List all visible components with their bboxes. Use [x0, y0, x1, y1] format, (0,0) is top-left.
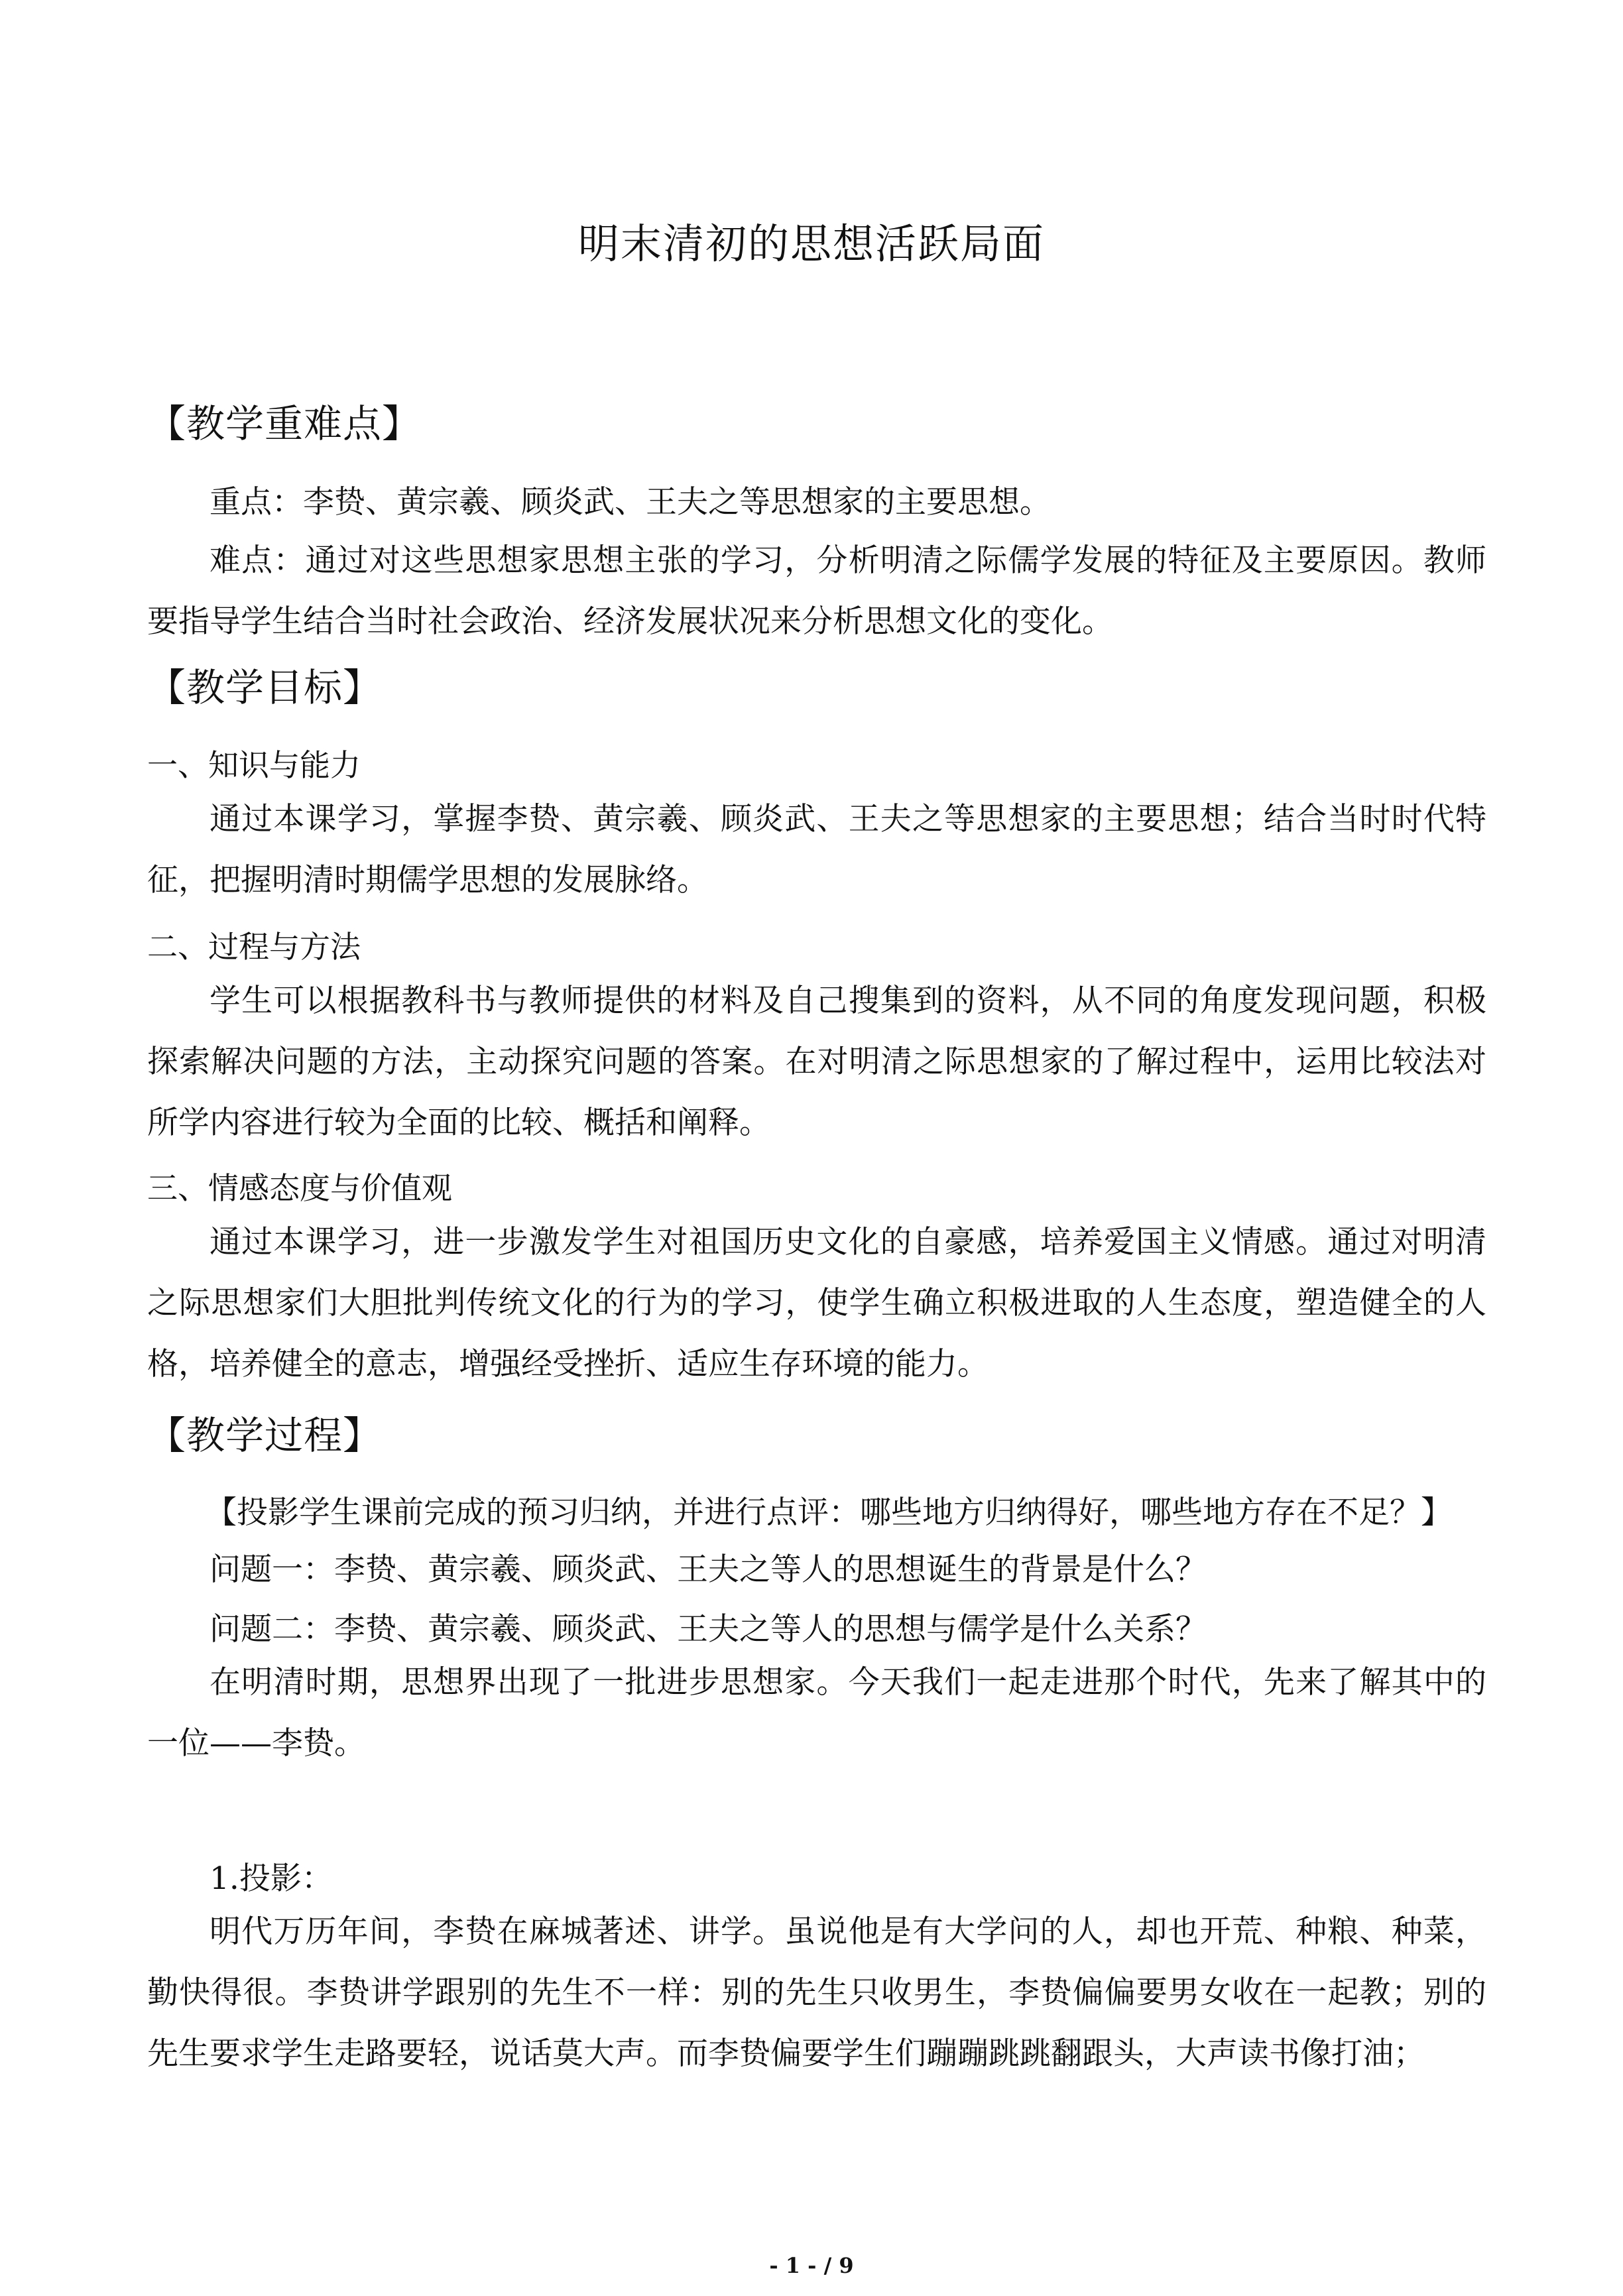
question-2: 问题二：李贽、黄宗羲、顾炎武、王夫之等人的思想与儒学是什么关系？ — [210, 1611, 1207, 1648]
objective-paragraph-1: 通过本课学习，掌握李贽、黄宗羲、顾炎武、王夫之等思想家的主要思想；结合当时时代特征，把握明清时期儒学思想的发展脉络。 — [147, 801, 1486, 898]
page-title: 明末清初的思想活跃局面 — [577, 219, 1045, 268]
section-heading-objectives: 【教学目标】 — [147, 665, 383, 710]
projection-note: 【投影学生课前完成的预习归纳，并进行点评：哪些地方归纳得好，哪些地方存在不足？】 — [206, 1494, 1452, 1531]
intro-paragraph: 在明清时期，思想界出现了一批进步思想家。今天我们一起走进那个时代，先来了解其中的一位——李贽。 — [147, 1664, 1486, 1762]
item-1-label: 1.投影： — [210, 1860, 333, 1897]
page-number: - 1 - / 9 — [769, 2253, 854, 2278]
objective-heading-2: 二、过程与方法 — [147, 929, 361, 965]
item-1-paragraph: 明代万历年间，李贽在麻城著述、讲学。虽说他是有大学问的人，却也开荒、种粮、种菜，勤快得很。李贽讲学跟别的先生不一样：别的先生只收男生，李贽偏偏要男女收在一起教；别的先生要求学生走路要轻，说话莫大声。而李贽偏要学生们蹦蹦跳跳翻跟头，大声读书像打油； — [147, 1913, 1486, 2072]
focus-paragraph: 重点：李贽、黄宗羲、顾炎武、王夫之等思想家的主要思想。 — [210, 484, 1051, 520]
question-1: 问题一：李贽、黄宗羲、顾炎武、王夫之等人的思想诞生的背景是什么？ — [210, 1551, 1207, 1588]
objective-heading-3: 三、情感态度与价值观 — [147, 1170, 452, 1206]
objective-paragraph-2: 学生可以根据教科书与教师提供的材料及自己搜集到的资料，从不同的角度发现问题，积极探索解决问题的方法，主动探究问题的答案。在对明清之际思想家的了解过程中，运用比较法对所学内容进行较为全面的比较、概括和阐释。 — [147, 983, 1486, 1141]
section-heading-process: 【教学过程】 — [147, 1413, 383, 1458]
difficulty-paragraph: 难点：通过对这些思想家思想主张的学习，分析明清之际儒学发展的特征及主要原因。教师要指导学生结合当时社会政治、经济发展状况来分析思想文化的变化。 — [147, 542, 1486, 640]
objective-heading-1: 一、知识与能力 — [147, 747, 361, 783]
section-heading-key-points: 【教学重难点】 — [147, 401, 422, 446]
objective-paragraph-3: 通过本课学习，进一步激发学生对祖国历史文化的自豪感，培养爱国主义情感。通过对明清之际思想家们大胆批判传统文化的行为的学习，使学生确立积极进取的人生态度，塑造健全的人格，培养健全的意志，增强经受挫折、适应生存环境的能力。 — [147, 1224, 1486, 1382]
